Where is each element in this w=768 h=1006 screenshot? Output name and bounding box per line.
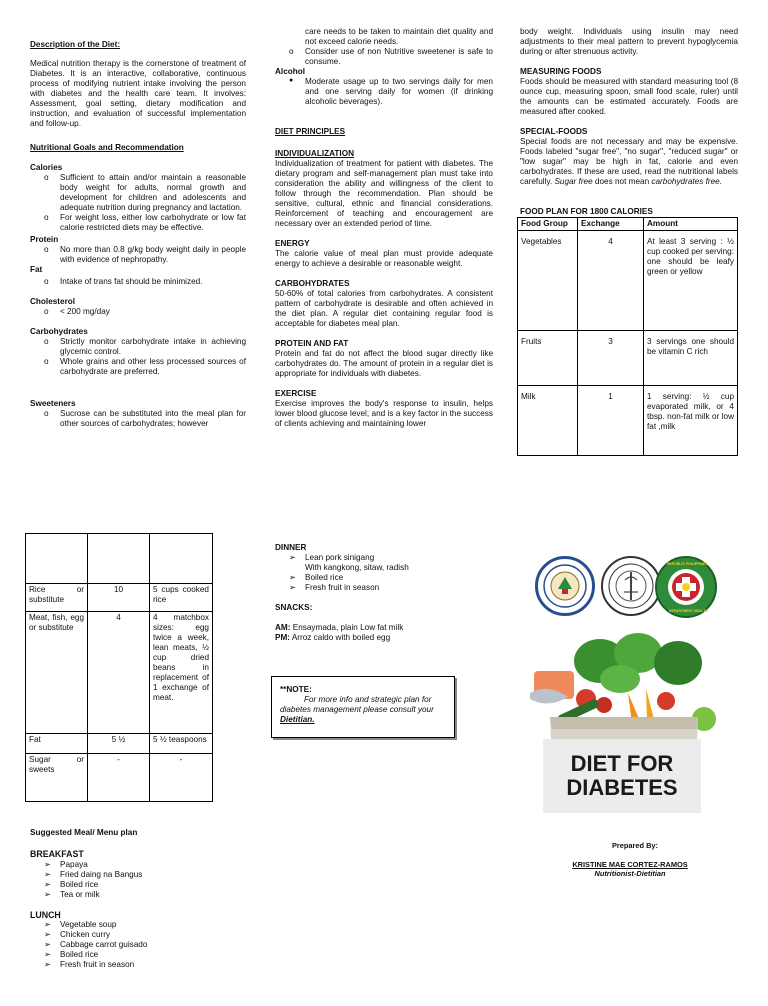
- sweeteners-heading: Sweeteners: [30, 399, 76, 408]
- fat-list: [30, 277, 246, 287]
- goals-heading: Nutritional Goals and Recommendation: [30, 143, 184, 152]
- table-header-row: [518, 218, 738, 231]
- list-item: o For weight loss, either low carbohydrate or low fat calorie restricted diets may be effective.: [30, 213, 246, 233]
- table-cell: Milk: [518, 386, 578, 456]
- dinner-item-subtext: With kangkong, sitaw, radish: [305, 563, 409, 572]
- list-item: ➢ Tea or milk: [30, 890, 250, 900]
- table-cell: 3 servings one should be vitamin C rich: [644, 331, 738, 386]
- table-header: Amount: [644, 218, 738, 231]
- special-foods-emphasis: carbohydrates free.: [651, 177, 722, 186]
- energy-text: The calorie value of meal plan must provide adequate energy to achieve a desirable or reasonable weight.: [275, 249, 493, 268]
- food-plan-table-2: [25, 533, 213, 802]
- table-cell: 5 ½ teaspoons: [150, 734, 213, 754]
- list-item: ➢ Fresh fruit in season: [275, 583, 485, 593]
- table-cell: [150, 534, 213, 584]
- food-plan-table-continued: [25, 533, 213, 802]
- individualization-heading: INDIVIDUALIZATION: [275, 149, 354, 158]
- list-item: o Strictly monitor carbohydrate intake in achieving glycemic control.: [30, 337, 246, 357]
- special-foods-text-part: does not mean: [594, 177, 650, 186]
- carbohydrates-list: [30, 337, 246, 377]
- protein-fat-text: Protein and fat do not affect the blood sugar directly like carbohydrates do. The amount of protein in a regular diet is appropriate for individuals with diabetes.: [275, 349, 493, 378]
- table-row: [26, 612, 213, 734]
- list-item: ➢ Boiled rice: [30, 880, 250, 890]
- dinner-item-text: Lean pork sinigang: [305, 553, 375, 562]
- seal-doh-icon: [657, 558, 715, 616]
- table-cell: Fat: [26, 734, 88, 754]
- table-row: [26, 534, 213, 584]
- list-item: ➢ Boiled rice: [30, 950, 250, 960]
- list-item: ➢ Papaya: [30, 860, 250, 870]
- dinner-list: [275, 553, 485, 593]
- table-row: [518, 331, 738, 386]
- carbohydrates-principle-heading: CARBOHYDRATES: [275, 279, 350, 288]
- column-measuring: [520, 27, 738, 456]
- table-header: Exchange: [578, 218, 644, 231]
- breakfast-list: [30, 860, 250, 900]
- list-item: ➢ Fried daing na Bangus: [30, 870, 250, 880]
- cover-title-line2: DIABETES: [566, 775, 678, 800]
- special-foods-text-part: Special foods are not necessary and may be expensive. Foods labeled "sugar free", "no sugar", "reduced sugar" or "low sugar" may be high in fat, calorie and even carbohydrates. If these are used, read the nutritional labels carefully.: [520, 137, 738, 186]
- table-row: [26, 584, 213, 612]
- author-title: Nutritionist-Dietitian: [594, 869, 666, 879]
- seal-doh-logo: [655, 556, 717, 618]
- cover-sign: [543, 739, 701, 813]
- cholesterol-list: [30, 307, 246, 317]
- special-foods-emphasis: Sugar free: [554, 177, 593, 186]
- desc-heading: Description of the Diet:: [30, 40, 121, 49]
- snack-am-label: AM:: [275, 623, 291, 632]
- individualization-text: Individualization of treatment for patient with diabetes. The dietary program and self-management plan must take into consideration the ability and willingness of the client to follow through the recommendation. Plan should be sensitive, cultural, ethnic and financial considerations. Reinforcement of teaching and encouragement are necessary over an extended period of time.: [275, 159, 493, 228]
- list-item: ● Moderate usage up to two servings daily for men and one serving daily for women (if drinking alcoholic beverages).: [275, 77, 493, 107]
- note-text: [280, 695, 450, 725]
- table-cell: Vegetables: [518, 231, 578, 331]
- table-cell: 4: [578, 231, 644, 331]
- principles-heading: DIET PRINCIPLES: [275, 127, 346, 136]
- table-cell: 4 matchbox sizes: egg twice a week, lean meats, ½ cup dried beans in replacement of 1 exchange of meat.: [150, 612, 213, 734]
- lunch-heading: LUNCH: [30, 909, 61, 920]
- column-description: [30, 40, 246, 429]
- table-cell: [26, 534, 88, 584]
- list-item: ➢ Cabbage carrot guisado: [30, 940, 250, 950]
- dinner-heading: DINNER: [275, 543, 307, 552]
- snacks-heading: SNACKS:: [275, 603, 313, 612]
- exercise-text: Exercise improves the body's response to insulin, helps lower blood glucose level, and is a key factor in the success of clients achieving and maintaining lower: [275, 399, 493, 428]
- snack-am: [275, 623, 485, 633]
- sweeteners-list: [30, 409, 246, 429]
- list-item: o Whole grains and other less processed sources of carbohydrate are preferred.: [30, 357, 246, 377]
- list-item: ➢ Fresh fruit in season: [30, 960, 250, 970]
- table-cell: -: [150, 754, 213, 802]
- seal-doh-text-top: REPUBLIC PHILIPPINES: [667, 562, 708, 566]
- table-cell: 3: [578, 331, 644, 386]
- snack-pm-text: Arroz caldo with boiled egg: [291, 633, 391, 642]
- seal-left-icon: [538, 559, 592, 613]
- seal-doh-text-bottom: DEPARTMENT HEALTH: [669, 609, 708, 613]
- food-plan-table: [517, 217, 738, 456]
- food-plan-title: FOOD PLAN FOR 1800 CALORIES: [520, 207, 653, 216]
- cover-title-line1: DIET FOR: [570, 750, 674, 776]
- table-row: [26, 754, 213, 802]
- note-dietitian: Dietitian.: [280, 715, 315, 724]
- list-item: ➢ Vegetable soup: [30, 920, 250, 930]
- table-cell: Fruits: [518, 331, 578, 386]
- list-item: ➢ Chicken curry: [30, 930, 250, 940]
- author-name: KRISTINE MAE CORTEZ-RAMOS: [572, 860, 688, 870]
- desc-text: Medical nutrition therapy is the cornerstone of treatment of Diabetes. It is an interactive, collaborative, continuous process of modifying nutrient intake involving the person with diabetes and the health care team. It involves: Assessment, goal setting, dietary modification and instruction, and evaluation of successful implementation and follow-up.: [30, 59, 246, 128]
- fat-heading: Fat: [30, 265, 43, 274]
- table-cell: 1 serving: ½ cup evaporated milk, or 4 tbsp. non-fat milk or low fat ,milk: [644, 386, 738, 456]
- table-row: [518, 386, 738, 456]
- note-label: **NOTE:: [280, 685, 312, 694]
- table-cell: Sugar or sweets: [26, 754, 88, 802]
- lunch-list: [30, 920, 250, 970]
- table-cell: 4: [88, 612, 150, 734]
- table-row: [26, 734, 213, 754]
- special-foods-heading: SPECIAL-FOODS: [520, 127, 588, 136]
- sweeteners-continued-list: [275, 27, 493, 67]
- menu-heading: Suggested Meal/ Menu plan: [30, 828, 138, 837]
- list-item: o < 200 mg/day: [30, 307, 246, 317]
- cholesterol-heading: Cholesterol: [30, 297, 76, 306]
- prepared-by: [520, 841, 740, 878]
- protein-heading: Protein: [30, 235, 59, 244]
- protein-list: [30, 245, 246, 265]
- table-cell: 5 ½: [88, 734, 150, 754]
- menu-plan-continued: [275, 543, 485, 643]
- list-item: [275, 553, 485, 573]
- calories-list: [30, 173, 246, 233]
- note-box: [271, 676, 455, 738]
- table-cell: Rice or substitute: [26, 584, 88, 612]
- carbohydrates-principle-text: 50-60% of total calories from carbohydrates. A consistent pattern of carbohydrate is desirable and often achieved in the diet plan. A regular diet containing regular food is acceptable for diabetes meal plan.: [275, 289, 493, 328]
- table-cell: 5 cups cooked rice: [150, 584, 213, 612]
- energy-heading: ENERGY: [275, 239, 310, 248]
- snack-pm-label: PM:: [275, 633, 291, 642]
- note-text-body: For more info and strategic plan for diabetes management please consult your: [280, 695, 434, 714]
- special-foods-text: [520, 137, 738, 187]
- calories-heading: Calories: [30, 163, 63, 172]
- table-cell: At least 3 serving : ½ cup cooked per serving: one should be leafy green or yellow: [644, 231, 738, 331]
- table-cell: 1: [578, 386, 644, 456]
- list-item: o Consider use of non Nutritive sweetener is safe to consume.: [275, 47, 493, 67]
- table-cell: [88, 534, 150, 584]
- table-cell: Meat, fish, egg or substitute: [26, 612, 88, 734]
- carbohydrates-heading: Carbohydrates: [30, 327, 88, 336]
- seal-middle-icon: [603, 558, 659, 614]
- table-row: [518, 231, 738, 331]
- protein-fat-heading: PROTEIN AND FAT: [275, 339, 349, 348]
- table-cell: -: [88, 754, 150, 802]
- exercise-continued-text: body weight. Individuals using insulin may need adjustments to their meal pattern to prevent hypoglycemia during or after strenuous activity.: [520, 27, 738, 56]
- alcohol-list: [275, 77, 493, 107]
- list-item: o No more than 0.8 g/kg body weight daily in people with evidence of nephropathy.: [30, 245, 246, 265]
- list-item: care needs to be taken to maintain diet quality and not exceed calorie needs.: [305, 27, 493, 46]
- cover-image: [528, 633, 720, 813]
- exercise-heading: EXERCISE: [275, 389, 317, 398]
- alcohol-heading: Alcohol: [275, 67, 306, 76]
- list-item: o Sufficient to attain and/or maintain a reasonable body weight for adults, normal growth and development for children and adolescents and adequate nutrition during pregnancy and lactation.: [30, 173, 246, 213]
- list-item: o Intake of trans fat should be minimized.: [30, 277, 246, 287]
- menu-plan: [30, 828, 250, 970]
- table-cell: 10: [88, 584, 150, 612]
- table-header: Food Group: [518, 218, 578, 231]
- breakfast-heading: BREAKFAST: [30, 849, 84, 859]
- measuring-heading: MEASURING FOODS: [520, 67, 602, 76]
- seal-left-logo: [535, 556, 595, 616]
- measuring-text: Foods should be measured with standard measuring tool (8 ounce cup, measuring spoon, small food scale, ruler) until the amounts can be estimated accurately. Foods are measured after cooked.: [520, 77, 738, 116]
- snack-pm: [275, 633, 485, 643]
- seal-middle-logo: [601, 556, 661, 616]
- list-item: ➢ Boiled rice: [275, 573, 485, 583]
- snack-am-text: Ensaymada, plain Low fat milk: [292, 623, 404, 632]
- prepared-label: Prepared By:: [611, 841, 658, 850]
- column-principles: [275, 27, 493, 429]
- list-item: o Sucrose can be substituted into the meal plan for other sources of carbohydrates; however: [30, 409, 246, 429]
